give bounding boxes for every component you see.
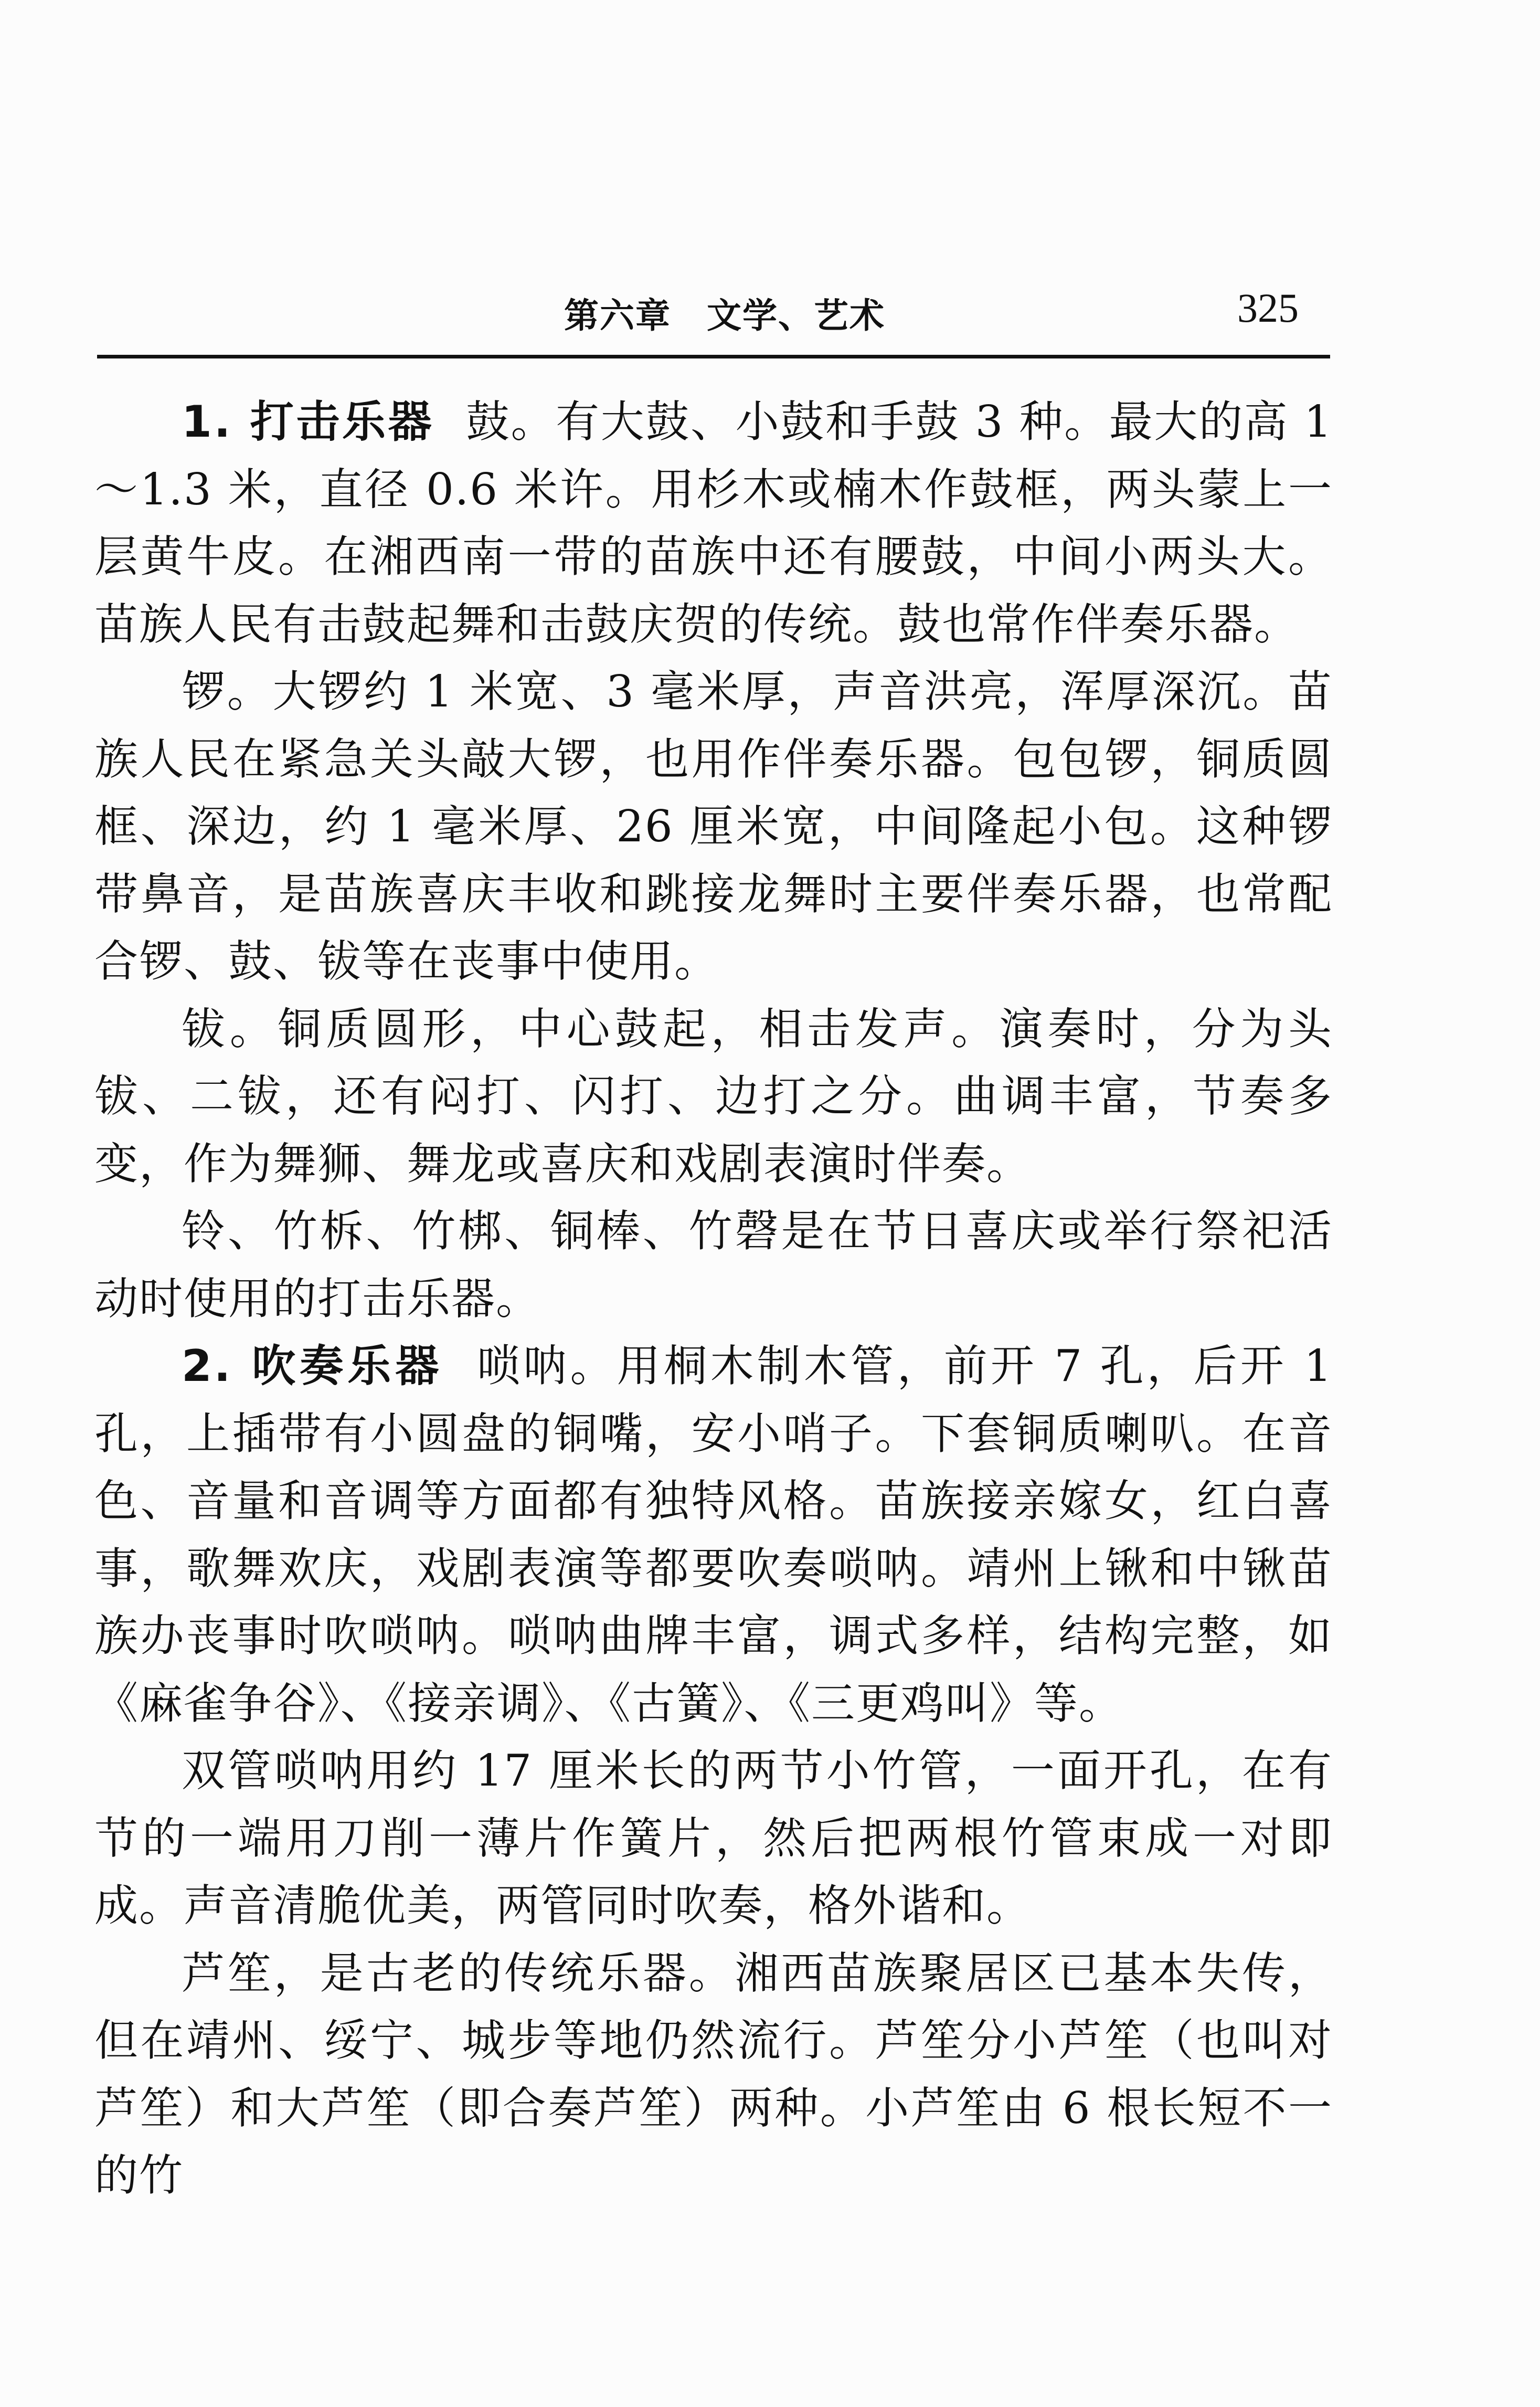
body-text [94,388,1333,2210]
paragraph-cymbal [94,996,1333,1198]
running-header [97,285,1330,345]
paragraph-bells [94,1198,1333,1333]
paragraph-text: 钹。铜质圆形，中心鼓起，相击发声。演奏时，分为头钹、二钹，还有闷打、闪打、边打之分。曲调丰富，节奏多变，作为舞狮、舞龙或喜庆和戏剧表演时伴奏。 [94,1003,1333,1189]
page-number: 325 [1237,285,1299,331]
header-rule [97,355,1330,358]
paragraph-lusheng [94,1940,1333,2210]
paragraph-text: 锣。大锣约 1 米宽、3 毫米厚，声音洪亮，浑厚深沉。苗族人民在紧急关头敲大锣，也用作伴奏乐器。包包锣，铜质圆框、深边，约 1 毫米厚、26 厘米宽，中间隆起小包。这种锣带鼻音，是苗族喜庆丰收和跳接龙舞时主要伴奏乐器，也常配合锣、鼓、钹等在丧事中使用。 [94,666,1333,987]
paragraph-gong [94,658,1333,996]
paragraph-text: 唢呐。用桐木制木管，前开 7 孔，后开 1 孔，上插带有小圆盘的铜嘴，安小哨子。下套铜质喇叭。在音色、音量和音调等方面都有独特风格。苗族接亲嫁女，红白喜事，歌舞欢庆，戏剧表演等都要吹奏唢呐。靖州上锹和中锹苗族办丧事时吹唢呐。唢呐曲牌丰富，调式多样，结构完整，如《麻雀争谷》、《接亲调》、《古簧》、《三更鸡叫》等。 [94,1340,1333,1729]
paragraph-text: 芦笙，是古老的传统乐器。湘西苗族聚居区已基本失传，但在靖州、绥宁、城步等地仍然流行。芦笙分小芦笙（也叫对芦笙）和大芦笙（即合奏芦笙）两种。小芦笙由 6 根长短不一的竹 [94,1947,1333,2201]
paragraph-text: 铃、竹柝、竹梆、铜棒、竹磬是在节日喜庆或举行祭祀活动时使用的打击乐器。 [94,1206,1333,1324]
chapter-title: 第六章 文学、艺术 [564,295,885,336]
paragraph-text: 双管唢呐用约 17 厘米长的两节小竹管，一面开孔，在有节的一端用刀削一薄片作簧片，然后把两根竹管束成一对即成。声音清脆优美，两管同时吹奏，格外谐和。 [94,1745,1333,1931]
paragraph-text: 鼓。有大鼓、小鼓和手鼓 3 种。最大的高 1～1.3 米，直径 0.6 米许。用杉木或楠木作鼓框，两头蒙上一层黄牛皮。在湘西南一带的苗族中还有腰鼓，中间小两头大。苗族人民有击鼓起舞和击鼓庆贺的传统。鼓也常作伴奏乐器。 [94,396,1333,650]
paragraph-percussion-drum [94,388,1333,658]
section-heading-percussion: 1. 打击乐器 [182,396,434,447]
paragraph-wind-suona [94,1333,1333,1737]
section-heading-wind: 2. 吹奏乐器 [182,1340,443,1391]
paragraph-double-suona [94,1737,1333,1940]
